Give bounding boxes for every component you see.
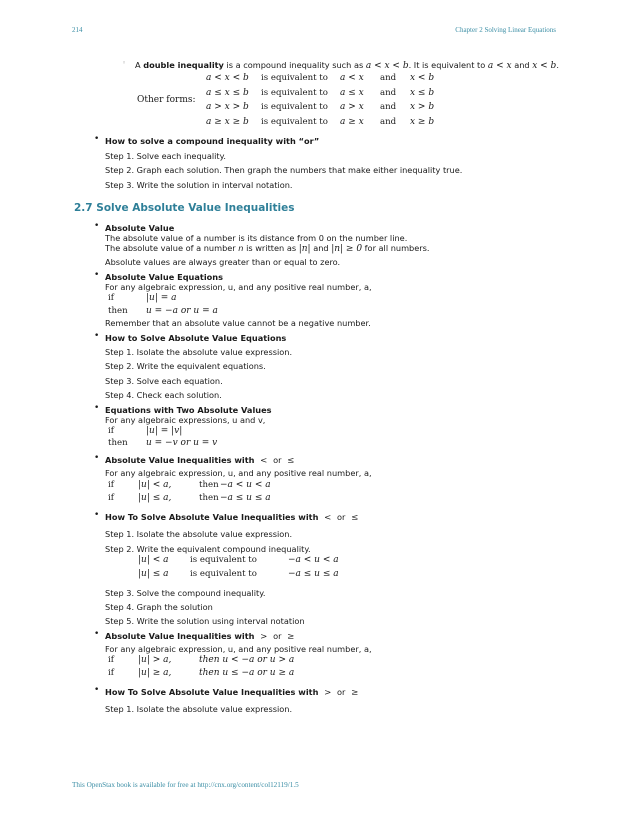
then-label: then — [199, 480, 219, 490]
bullet: • — [94, 331, 100, 341]
then-expr: u = −v or u = v — [146, 438, 218, 448]
result: −a < u < a — [288, 555, 339, 565]
result: −a ≤ u ≤ a — [220, 493, 271, 503]
then-label: then — [108, 438, 128, 448]
equiv: is equivalent to — [261, 73, 328, 83]
equiv: is equivalent to — [190, 569, 257, 579]
text: Absolute Value Inequalities with — [105, 455, 255, 465]
math: a < x — [487, 61, 512, 71]
right: x ≤ b — [410, 88, 435, 98]
step: Step 4. Graph the solution — [105, 602, 213, 612]
and: and — [380, 88, 397, 98]
then-label: then — [108, 306, 128, 316]
ineq-less-title — [105, 455, 294, 466]
chapter-header: Chapter 2 Solving Linear Equations — [455, 26, 556, 34]
equiv: is equivalent to — [190, 555, 257, 565]
text: . It is equivalent to — [408, 60, 488, 70]
text: or — [337, 512, 346, 522]
double-inequality-line: A double inequality is a compound inequality such as a < x < b. It is equivalent to a < x and x < b. — [135, 60, 559, 71]
result: then u ≤ −a or u ≥ a — [199, 668, 295, 678]
if-expr: |u| = |v| — [146, 426, 183, 436]
bullet-hollow: ◦ — [122, 59, 127, 67]
bullet: • — [94, 221, 100, 231]
if-label: if — [108, 668, 114, 678]
abs-value-title: Absolute Value — [105, 223, 175, 233]
abs-eq-note: Remember that an absolute value cannot be a negative number. — [105, 318, 371, 328]
step: Step 1. Isolate the absolute value expression. — [105, 529, 293, 539]
solve-eq-title: How to Solve Absolute Value Equations — [105, 333, 287, 343]
section-title: 2.7 Solve Absolute Value Inequalities — [74, 202, 295, 214]
bullet: • — [94, 629, 100, 639]
form: a ≤ x ≤ b — [206, 88, 249, 98]
sym: ≥ — [351, 688, 359, 698]
if-label: if — [108, 655, 114, 665]
sym: ≤ — [351, 513, 359, 523]
text: or — [337, 687, 346, 697]
expr: |u| < a, — [138, 480, 172, 490]
step: Step 1. Solve each inequality. — [105, 151, 226, 161]
sym: < — [324, 513, 332, 523]
if-label: if — [108, 293, 114, 303]
howto-less-title — [105, 512, 358, 523]
expr: |u| > a, — [138, 655, 172, 665]
expr: |u| ≤ a, — [138, 493, 172, 503]
term-double-inequality: double inequality — [143, 60, 224, 70]
text: How To Solve Absolute Value Inequalities with — [105, 687, 319, 697]
sym: > — [260, 632, 268, 642]
right: x < b — [410, 73, 435, 83]
step: Step 5. Write the solution using interval notation — [105, 616, 305, 626]
text: Absolute Value Inequalities with — [105, 631, 255, 641]
abs-eq-intro: For any algebraic expression, u, and any positive real number, a, — [105, 282, 372, 292]
if-label: if — [108, 426, 114, 436]
text: How To Solve Absolute Value Inequalities with — [105, 512, 319, 522]
result: −a < u < a — [220, 480, 271, 490]
text: or — [273, 631, 282, 641]
sym: < — [260, 456, 268, 466]
or-section-title: How to solve a compound inequality with “or” — [105, 136, 320, 146]
step: Step 2. Graph each solution. Then graph the numbers that make either inequality true. — [105, 165, 463, 175]
equiv: is equivalent to — [261, 102, 328, 112]
equiv: is equivalent to — [261, 117, 328, 127]
if-label: if — [108, 493, 114, 503]
then-expr: u = −a or u = a — [146, 306, 218, 316]
math: |n| ≥ 0 — [331, 244, 363, 254]
step: Step 3. Solve the compound inequality. — [105, 588, 266, 598]
text: or — [273, 455, 282, 465]
howto-greater-title — [105, 687, 358, 698]
other-forms-label: Other forms: — [137, 95, 196, 105]
text: is a compound inequality such as — [223, 60, 366, 70]
step: Step 3. Solve each equation. — [105, 376, 223, 386]
sym: ≥ — [287, 632, 295, 642]
left: a > x — [340, 102, 364, 112]
abs-value-line2 — [105, 243, 430, 254]
abs-eq-title: Absolute Value Equations — [105, 272, 223, 282]
and: and — [380, 102, 397, 112]
expr: |u| < a — [138, 555, 169, 565]
result: then u < −a or u > a — [199, 655, 295, 665]
math-example: a < x < b — [365, 61, 409, 71]
left: a ≥ x — [340, 117, 364, 127]
footer-link[interactable]: This OpenStax book is available for free at http://cnx.org/content/col12119/1.5 — [72, 781, 299, 789]
equiv: is equivalent to — [261, 88, 328, 98]
step: Step 1. Isolate the absolute value expression. — [105, 704, 293, 714]
text: A — [135, 60, 144, 70]
bullet: • — [94, 270, 100, 280]
two-abs-intro: For any algebraic expressions, u and v, — [105, 415, 266, 425]
math: |n| — [298, 244, 311, 254]
step: Step 2. Write the equivalent equations. — [105, 361, 266, 371]
bullet: • — [94, 685, 100, 695]
sym: ≤ — [287, 456, 295, 466]
two-abs-title: Equations with Two Absolute Values — [105, 405, 272, 415]
left: a ≤ x — [340, 88, 364, 98]
form: a ≥ x ≥ b — [206, 117, 249, 127]
right: x > b — [410, 102, 435, 112]
step: Step 2. Write the equivalent compound inequality. — [105, 544, 311, 554]
sym: > — [324, 688, 332, 698]
expr: |u| ≤ a — [138, 569, 169, 579]
abs-value-line3: Absolute values are always greater than or equal to zero. — [105, 257, 341, 267]
abs-value-line1: The absolute value of a number is its distance from 0 on the number line. — [105, 233, 408, 243]
if-expr: |u| = a — [146, 293, 177, 303]
if-label: if — [108, 480, 114, 490]
ineq-greater-title — [105, 631, 294, 642]
ineq-less-intro: For any algebraic expression, u, and any positive real number, a, — [105, 468, 372, 478]
right: x ≥ b — [410, 117, 435, 127]
var-n: n — [238, 243, 244, 253]
bullet: • — [94, 403, 100, 413]
left: a < x — [340, 73, 364, 83]
ineq-greater-intro: For any algebraic expression, u, and any positive real number, a, — [105, 644, 372, 654]
step: Step 3. Write the solution in interval notation. — [105, 180, 293, 190]
bullet: • — [94, 134, 100, 144]
form: a < x < b — [206, 73, 249, 83]
text: and — [313, 243, 329, 253]
expr: |u| ≥ a, — [138, 668, 172, 678]
text: The absolute value of a number — [105, 243, 239, 253]
text: is written as — [243, 243, 299, 253]
page-number: 214 — [72, 26, 83, 34]
bullet: • — [94, 453, 100, 463]
text: and — [514, 60, 530, 70]
form: a > x > b — [206, 102, 249, 112]
and: and — [380, 73, 397, 83]
result: −a ≤ u ≤ a — [288, 569, 339, 579]
then-label: then — [199, 493, 219, 503]
text: for all numbers. — [364, 243, 430, 253]
and: and — [380, 117, 397, 127]
math: x < b — [532, 61, 557, 71]
bullet: • — [94, 510, 100, 520]
step: Step 1. Isolate the absolute value expression. — [105, 347, 293, 357]
step: Step 4. Check each solution. — [105, 390, 222, 400]
